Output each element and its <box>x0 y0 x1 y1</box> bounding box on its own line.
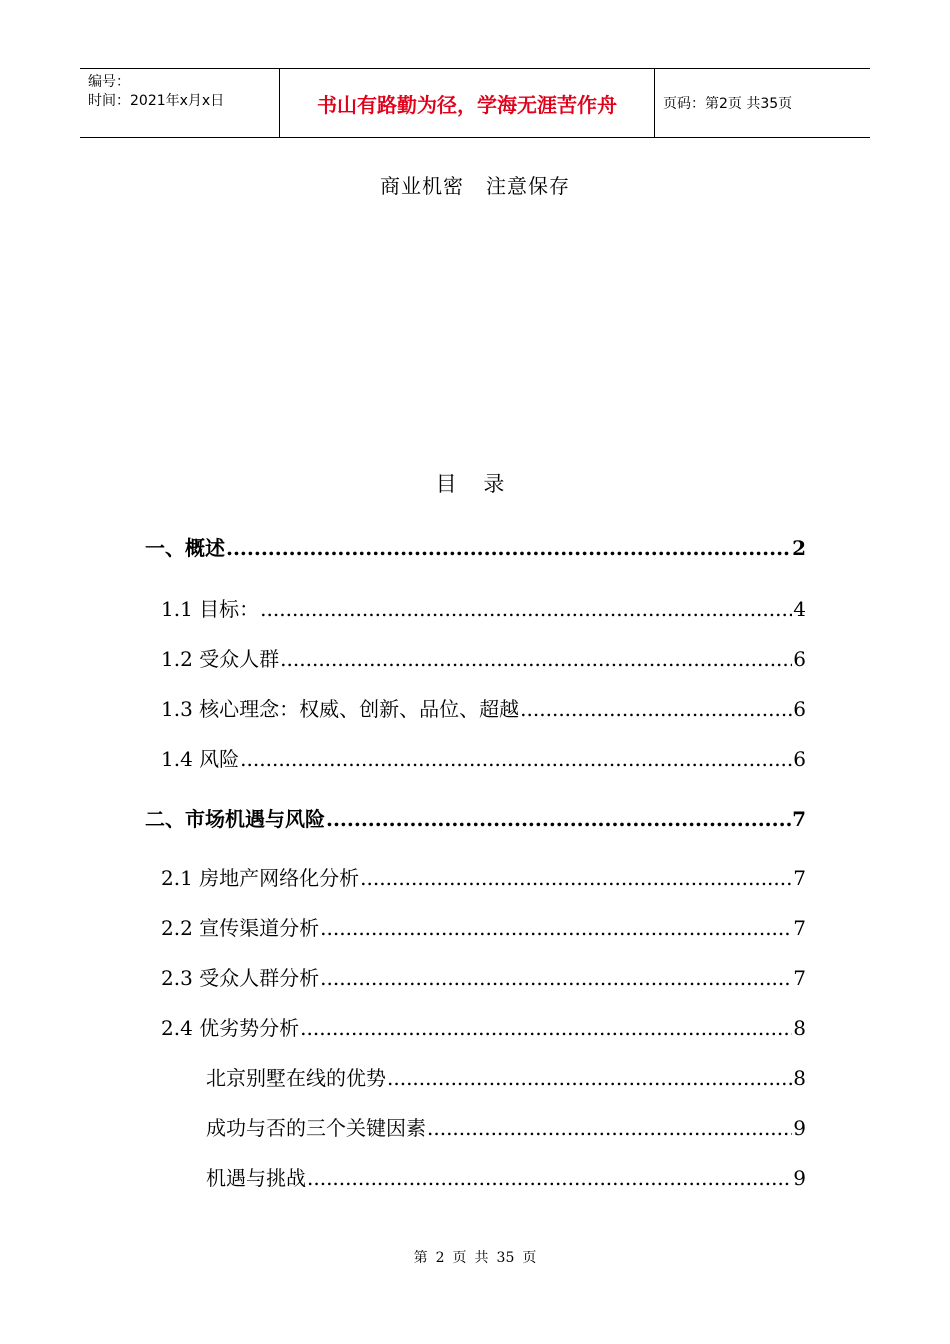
toc-entry-page: 6 <box>793 747 806 771</box>
toc-entry-label: 二、市场机遇与风险 <box>145 807 325 831</box>
toc-entry[interactable] <box>145 743 806 773</box>
toc-entry[interactable] <box>145 912 806 942</box>
number-label: 编号： <box>88 74 130 90</box>
toc-entry-label: 2.2 宣传渠道分析 <box>161 916 320 940</box>
toc-entry[interactable] <box>145 593 806 623</box>
page-footer <box>0 1247 950 1267</box>
toc-leader <box>280 647 792 671</box>
footer-suffix: 页 <box>522 1250 537 1266</box>
document-header <box>80 68 870 138</box>
toc-entry[interactable] <box>145 803 806 833</box>
toc-entry[interactable] <box>145 862 806 892</box>
toc-entry-page: 7 <box>792 807 806 831</box>
footer-mid1: 页 <box>452 1250 467 1266</box>
footer-current-page: 2 <box>435 1250 445 1266</box>
toc-entry-label: 2.1 房地产网络化分析 <box>161 866 360 890</box>
toc-entry-page: 7 <box>793 966 806 990</box>
footer-mid2: 共 <box>474 1250 489 1266</box>
toc-entry-label: 2.4 优劣势分析 <box>161 1016 300 1040</box>
toc-entry-page: 4 <box>793 597 806 621</box>
toc-leader <box>240 747 792 771</box>
toc-leader <box>387 1066 792 1090</box>
header-motto: 书山有路勤为径，学海无涯苦作舟 <box>280 69 655 137</box>
toc-entry[interactable] <box>145 962 806 992</box>
toc-leader <box>260 597 792 621</box>
keep-safe-text: 注意保存 <box>486 174 570 198</box>
toc-entry[interactable] <box>145 643 806 673</box>
toc-entry[interactable] <box>145 1162 806 1192</box>
toc-entry-label: 1.4 风险 <box>161 747 240 771</box>
toc-leader <box>326 807 791 831</box>
toc-leader <box>360 866 792 890</box>
footer-total-pages: 35 <box>496 1250 515 1266</box>
toc-entry-label: 北京别墅在线的优势 <box>206 1066 386 1090</box>
toc-entry-label: 一、概述 <box>145 536 225 560</box>
toc-entry-label: 机遇与挑战 <box>206 1166 306 1190</box>
footer-prefix: 第 <box>413 1250 428 1266</box>
toc-entry-page: 7 <box>793 916 806 940</box>
toc-title: 目 录 <box>435 472 515 496</box>
header-meta <box>80 69 280 137</box>
toc-leader <box>300 1016 792 1040</box>
toc-entry[interactable] <box>145 1062 806 1092</box>
confidential-text: 商业机密 <box>380 174 464 198</box>
confidential-notice <box>0 170 950 199</box>
toc-leader <box>320 966 792 990</box>
toc-entry-label: 1.3 核心理念：权威、创新、品位、超越 <box>161 697 520 721</box>
toc-leader <box>520 697 792 721</box>
time-label: 时间：2021年x月x日 <box>88 93 225 109</box>
toc-entry-page: 7 <box>793 866 806 890</box>
toc-entry-page: 2 <box>792 536 806 560</box>
toc-entry-label: 成功与否的三个关键因素 <box>206 1116 426 1140</box>
toc-entry[interactable] <box>145 693 806 723</box>
toc-entry-page: 6 <box>793 697 806 721</box>
toc-entry-label: 2.3 受众人群分析 <box>161 966 320 990</box>
toc-leader <box>427 1116 792 1140</box>
toc-entry[interactable] <box>145 1012 806 1042</box>
toc-entry-page: 9 <box>793 1166 806 1190</box>
toc-entry-label: 1.1 目标： <box>161 597 260 621</box>
toc-leader <box>320 916 792 940</box>
toc-leader <box>307 1166 792 1190</box>
toc-entry-page: 8 <box>793 1066 806 1090</box>
toc-entry[interactable] <box>145 532 806 562</box>
header-page-info: 页码：第2页 共35页 <box>663 96 793 112</box>
toc-entry-page: 8 <box>793 1016 806 1040</box>
toc-entry[interactable] <box>145 1112 806 1142</box>
toc-entry-page: 6 <box>793 647 806 671</box>
toc-entry-label: 1.2 受众人群 <box>161 647 280 671</box>
toc-leader <box>226 536 791 560</box>
toc-entry-page: 9 <box>793 1116 806 1140</box>
